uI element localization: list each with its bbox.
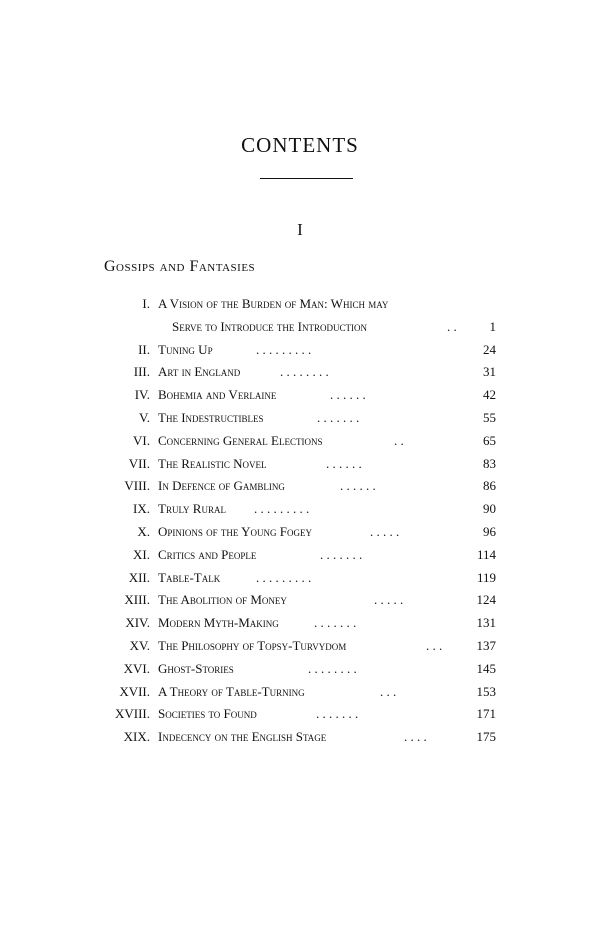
entry-page: 86 — [483, 478, 496, 494]
entry-title: Bohemia and Verlaine — [158, 387, 277, 403]
entry-page: 90 — [483, 501, 496, 517]
entry-number: XI. — [133, 546, 150, 562]
entry-leader: . . . . . . . . . — [256, 569, 312, 585]
entry-leader: . . . — [426, 637, 443, 653]
entry-leader: . . . . . . . — [317, 409, 360, 425]
entry-leader: . . . . . . . — [314, 615, 357, 631]
page-heading: CONTENTS — [241, 133, 359, 157]
entry-number: VI. — [133, 432, 150, 448]
entry-title: Art in England — [158, 364, 241, 380]
entry-number: V. — [139, 409, 150, 425]
contents-entry — [104, 614, 496, 637]
part-number: I — [297, 220, 303, 239]
contents-entry — [104, 591, 496, 614]
entry-leader: . . . . . . . . . — [256, 341, 312, 357]
contents-entry — [104, 477, 496, 500]
entry-title: Table-Talk — [158, 569, 221, 585]
entry-number: XVIII. — [114, 706, 150, 722]
entry-number: XIX. — [123, 729, 150, 745]
entry-page: 1 — [489, 318, 496, 334]
contents-entry — [104, 363, 496, 386]
entry-leader: . . . . . . — [340, 478, 376, 494]
entry-page: 65 — [483, 432, 496, 448]
entry-number: VIII. — [124, 478, 150, 494]
entry-leader: . . . . . . . . — [280, 364, 329, 380]
entry-number: XV. — [129, 637, 150, 653]
entry-title: The Philosophy of Topsy-Turvydom — [158, 637, 347, 653]
entry-title: Ghost-Stories — [158, 660, 234, 676]
entry-leader: . . — [394, 432, 404, 448]
entry-leader: . . . . . . — [330, 387, 366, 403]
entry-title: Societies to Found — [158, 706, 257, 722]
entry-title: The Realistic Novel — [158, 455, 267, 471]
entry-number: IV. — [134, 387, 150, 403]
contents-entry — [104, 637, 496, 660]
entry-leader: . . . . . . . . . — [254, 501, 310, 517]
entry-page: 124 — [476, 592, 496, 608]
contents-entry — [104, 341, 496, 364]
entry-leader: . . . . . . . — [320, 546, 363, 562]
entry-page: 119 — [476, 569, 496, 585]
entry-leader: . . . — [380, 683, 397, 699]
entry-number: XIV. — [125, 615, 150, 631]
entry-page: 137 — [476, 637, 496, 653]
contents-entry — [104, 660, 496, 683]
entry-title: The Abolition of Money — [158, 592, 287, 608]
contents-list — [104, 295, 496, 751]
contents-entry — [104, 569, 496, 592]
contents-entry — [104, 386, 496, 409]
entry-leader: . . . . . . . . — [308, 660, 357, 676]
contents-entry — [104, 409, 496, 432]
entry-page: 175 — [476, 729, 496, 745]
contents-entry — [104, 318, 496, 341]
entry-title: The Indestructibles — [158, 409, 264, 425]
entry-number: VII. — [128, 455, 150, 471]
entry-leader: . . . . . . — [326, 455, 362, 471]
entry-leader: . . . . . . . — [316, 706, 359, 722]
entry-title: A Theory of Table-Turning — [158, 683, 305, 699]
contents-entry — [104, 295, 496, 318]
entry-page: 83 — [483, 455, 496, 471]
entry-leader: . . . . — [404, 729, 427, 745]
entry-page: 131 — [476, 615, 496, 631]
contents-entry — [104, 546, 496, 569]
entry-page: 145 — [476, 660, 496, 676]
entry-number: II. — [138, 341, 150, 357]
entry-page: 114 — [476, 546, 496, 562]
entry-page: 153 — [476, 683, 496, 699]
contents-entry — [104, 523, 496, 546]
entry-title: Serve to Introduce the Introduction — [172, 318, 367, 334]
entry-number: XVI. — [123, 660, 150, 676]
entry-page: 24 — [483, 341, 496, 357]
entry-title: Opinions of the Young Fogey — [158, 523, 313, 539]
entry-number: I. — [142, 296, 150, 311]
entry-title: Truly Rural — [158, 501, 226, 517]
entry-title: Critics and People — [158, 546, 257, 562]
entry-page: 171 — [476, 706, 496, 722]
entry-leader: . . — [447, 318, 457, 334]
contents-entry — [104, 728, 496, 751]
entry-title: Concerning General Elections — [158, 432, 323, 448]
contents-entry — [104, 455, 496, 478]
entry-leader: . . . . . — [370, 523, 400, 539]
heading-rule — [260, 178, 353, 179]
entry-number: XII. — [128, 569, 150, 585]
entry-page: 31 — [483, 364, 496, 380]
entry-title: Indecency on the English Stage — [158, 729, 327, 745]
part-title: Gossips and Fantasies — [104, 258, 256, 275]
entry-number: IX. — [133, 501, 150, 517]
entry-title: In Defence of Gambling — [158, 478, 285, 494]
contents-entry — [104, 432, 496, 455]
entry-page: 42 — [483, 387, 496, 403]
entry-title: Tuning Up — [158, 341, 213, 357]
entry-number: III. — [133, 364, 150, 380]
entry-number: XVII. — [119, 683, 150, 699]
contents-entry — [104, 500, 496, 523]
entry-title: Modern Myth-Making — [158, 615, 279, 631]
entry-page: 96 — [483, 523, 496, 539]
contents-entry — [104, 683, 496, 706]
entry-leader: . . . . . — [374, 592, 404, 608]
entry-page: 55 — [483, 409, 496, 425]
entry-title: A Vision of the Burden of Man: Which may — [158, 296, 389, 311]
entry-number: XIII. — [124, 592, 150, 608]
entry-number: X. — [137, 523, 150, 539]
contents-entry — [104, 705, 496, 728]
